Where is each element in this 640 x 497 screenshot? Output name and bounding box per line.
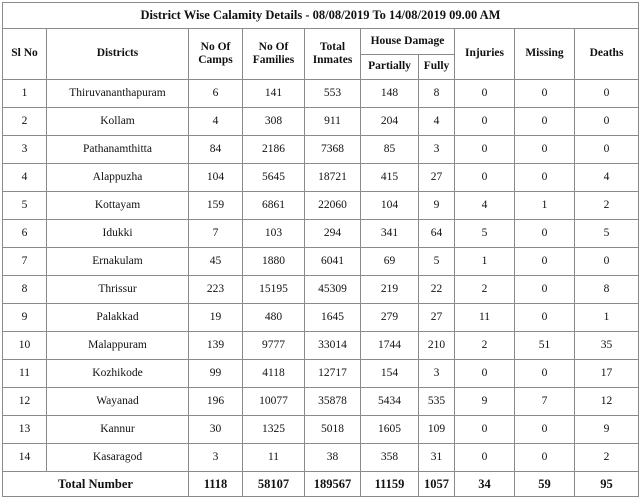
cell-camps: 3 — [189, 444, 243, 472]
cell-inmates: 12717 — [305, 360, 361, 388]
cell-partially: 104 — [361, 192, 419, 220]
cell-inmates: 7368 — [305, 136, 361, 164]
cell-inmates: 6041 — [305, 248, 361, 276]
table-row — [3, 192, 639, 220]
cell-injuries: 2 — [455, 332, 515, 360]
cell-missing: 0 — [515, 164, 575, 192]
total-partially: 11159 — [361, 472, 419, 497]
table-row — [3, 360, 639, 388]
cell-deaths: 0 — [575, 80, 639, 108]
cell-families: 2186 — [243, 136, 305, 164]
cell-fully: 5 — [419, 248, 455, 276]
cell-deaths: 4 — [575, 164, 639, 192]
total-deaths: 95 — [575, 472, 639, 497]
cell-families: 4118 — [243, 360, 305, 388]
cell-district: Malappuram — [47, 332, 189, 360]
cell-missing: 0 — [515, 80, 575, 108]
cell-missing: 0 — [515, 360, 575, 388]
cell-inmates: 5018 — [305, 416, 361, 444]
cell-injuries: 5 — [455, 220, 515, 248]
cell-injuries: 0 — [455, 444, 515, 472]
header-districts: Districts — [47, 29, 189, 80]
cell-camps: 4 — [189, 108, 243, 136]
total-fully: 1057 — [419, 472, 455, 497]
table-title: District Wise Calamity Details - 08/08/2019 To 14/08/2019 09.00 AM — [3, 3, 639, 29]
cell-district: Alappuzha — [47, 164, 189, 192]
cell-inmates: 1645 — [305, 304, 361, 332]
cell-partially: 154 — [361, 360, 419, 388]
cell-injuries: 0 — [455, 136, 515, 164]
cell-inmates: 22060 — [305, 192, 361, 220]
table-row — [3, 388, 639, 416]
cell-camps: 104 — [189, 164, 243, 192]
cell-deaths: 12 — [575, 388, 639, 416]
table-row — [3, 164, 639, 192]
total-row — [3, 472, 639, 497]
header-missing: Missing — [515, 29, 575, 80]
table-row — [3, 276, 639, 304]
cell-missing: 0 — [515, 444, 575, 472]
cell-fully: 535 — [419, 388, 455, 416]
cell-fully: 210 — [419, 332, 455, 360]
cell-families: 9777 — [243, 332, 305, 360]
cell-camps: 196 — [189, 388, 243, 416]
cell-camps: 19 — [189, 304, 243, 332]
total-missing: 59 — [515, 472, 575, 497]
cell-camps: 139 — [189, 332, 243, 360]
table-row — [3, 416, 639, 444]
header-no-of-camps: No Of Camps — [189, 29, 243, 80]
cell-camps: 6 — [189, 80, 243, 108]
cell-sl-no: 8 — [3, 276, 47, 304]
cell-inmates: 911 — [305, 108, 361, 136]
cell-district: Ernakulam — [47, 248, 189, 276]
cell-deaths: 8 — [575, 276, 639, 304]
cell-families: 15195 — [243, 276, 305, 304]
cell-families: 1880 — [243, 248, 305, 276]
cell-district: Kasaragod — [47, 444, 189, 472]
table-body — [3, 80, 639, 472]
cell-injuries: 9 — [455, 388, 515, 416]
cell-partially: 85 — [361, 136, 419, 164]
cell-families: 5645 — [243, 164, 305, 192]
cell-fully: 27 — [419, 164, 455, 192]
cell-deaths: 2 — [575, 444, 639, 472]
cell-camps: 7 — [189, 220, 243, 248]
cell-partially: 5434 — [361, 388, 419, 416]
cell-partially: 341 — [361, 220, 419, 248]
cell-fully: 27 — [419, 304, 455, 332]
cell-missing: 0 — [515, 220, 575, 248]
cell-camps: 45 — [189, 248, 243, 276]
cell-sl-no: 12 — [3, 388, 47, 416]
cell-inmates: 38 — [305, 444, 361, 472]
cell-fully: 9 — [419, 192, 455, 220]
cell-fully: 109 — [419, 416, 455, 444]
cell-inmates: 35878 — [305, 388, 361, 416]
cell-partially: 1605 — [361, 416, 419, 444]
cell-families: 308 — [243, 108, 305, 136]
cell-partially: 219 — [361, 276, 419, 304]
header-partially: Partially — [361, 55, 419, 80]
cell-sl-no: 2 — [3, 108, 47, 136]
cell-fully: 64 — [419, 220, 455, 248]
table-row — [3, 108, 639, 136]
cell-camps: 30 — [189, 416, 243, 444]
cell-missing: 0 — [515, 136, 575, 164]
cell-sl-no: 1 — [3, 80, 47, 108]
calamity-table — [2, 2, 639, 497]
cell-injuries: 0 — [455, 416, 515, 444]
cell-sl-no: 6 — [3, 220, 47, 248]
cell-missing: 0 — [515, 248, 575, 276]
cell-fully: 8 — [419, 80, 455, 108]
table-row — [3, 304, 639, 332]
cell-missing: 0 — [515, 304, 575, 332]
cell-sl-no: 9 — [3, 304, 47, 332]
cell-partially: 415 — [361, 164, 419, 192]
cell-camps: 84 — [189, 136, 243, 164]
table-row — [3, 332, 639, 360]
cell-partially: 1744 — [361, 332, 419, 360]
header-injuries: Injuries — [455, 29, 515, 80]
cell-sl-no: 7 — [3, 248, 47, 276]
cell-sl-no: 11 — [3, 360, 47, 388]
header-house-damage: House Damage — [361, 29, 455, 55]
cell-injuries: 0 — [455, 164, 515, 192]
cell-sl-no: 4 — [3, 164, 47, 192]
cell-deaths: 5 — [575, 220, 639, 248]
cell-families: 103 — [243, 220, 305, 248]
cell-families: 1325 — [243, 416, 305, 444]
table-row — [3, 80, 639, 108]
cell-district: Palakkad — [47, 304, 189, 332]
header-deaths: Deaths — [575, 29, 639, 80]
cell-district: Kollam — [47, 108, 189, 136]
cell-sl-no: 5 — [3, 192, 47, 220]
cell-district: Wayanad — [47, 388, 189, 416]
cell-district: Kannur — [47, 416, 189, 444]
cell-district: Kozhikode — [47, 360, 189, 388]
cell-district: Idukki — [47, 220, 189, 248]
cell-families: 10077 — [243, 388, 305, 416]
table-row — [3, 444, 639, 472]
header-no-of-families: No Of Families — [243, 29, 305, 80]
cell-inmates: 294 — [305, 220, 361, 248]
cell-camps: 99 — [189, 360, 243, 388]
cell-missing: 51 — [515, 332, 575, 360]
cell-fully: 22 — [419, 276, 455, 304]
cell-district: Pathanamthitta — [47, 136, 189, 164]
cell-deaths: 2 — [575, 192, 639, 220]
total-families: 58107 — [243, 472, 305, 497]
cell-camps: 223 — [189, 276, 243, 304]
cell-deaths: 0 — [575, 136, 639, 164]
header-fully: Fully — [419, 55, 455, 80]
cell-sl-no: 13 — [3, 416, 47, 444]
cell-injuries: 11 — [455, 304, 515, 332]
cell-injuries: 0 — [455, 360, 515, 388]
cell-inmates: 45309 — [305, 276, 361, 304]
cell-partially: 148 — [361, 80, 419, 108]
cell-sl-no: 10 — [3, 332, 47, 360]
header-total-inmates: Total Inmates — [305, 29, 361, 80]
cell-deaths: 0 — [575, 108, 639, 136]
table-row — [3, 248, 639, 276]
cell-district: Thrissur — [47, 276, 189, 304]
cell-fully: 31 — [419, 444, 455, 472]
cell-deaths: 35 — [575, 332, 639, 360]
cell-sl-no: 3 — [3, 136, 47, 164]
header-sl-no: Sl No — [3, 29, 47, 80]
cell-injuries: 4 — [455, 192, 515, 220]
cell-inmates: 33014 — [305, 332, 361, 360]
cell-partially: 279 — [361, 304, 419, 332]
total-camps: 1118 — [189, 472, 243, 497]
cell-missing: 0 — [515, 108, 575, 136]
cell-sl-no: 14 — [3, 444, 47, 472]
cell-injuries: 0 — [455, 108, 515, 136]
calamity-report — [2, 2, 638, 491]
cell-injuries: 2 — [455, 276, 515, 304]
cell-fully: 3 — [419, 136, 455, 164]
cell-deaths: 17 — [575, 360, 639, 388]
cell-missing: 0 — [515, 276, 575, 304]
cell-deaths: 1 — [575, 304, 639, 332]
total-injuries: 34 — [455, 472, 515, 497]
cell-families: 480 — [243, 304, 305, 332]
cell-families: 11 — [243, 444, 305, 472]
cell-partially: 358 — [361, 444, 419, 472]
total-label: Total Number — [3, 472, 189, 497]
table-row — [3, 220, 639, 248]
cell-partially: 69 — [361, 248, 419, 276]
cell-district: Kottayam — [47, 192, 189, 220]
cell-families: 6861 — [243, 192, 305, 220]
cell-inmates: 553 — [305, 80, 361, 108]
cell-partially: 204 — [361, 108, 419, 136]
cell-missing: 1 — [515, 192, 575, 220]
cell-injuries: 0 — [455, 80, 515, 108]
cell-inmates: 18721 — [305, 164, 361, 192]
cell-missing: 7 — [515, 388, 575, 416]
cell-deaths: 9 — [575, 416, 639, 444]
table-row — [3, 136, 639, 164]
cell-deaths: 0 — [575, 248, 639, 276]
cell-fully: 4 — [419, 108, 455, 136]
cell-families: 141 — [243, 80, 305, 108]
cell-fully: 3 — [419, 360, 455, 388]
cell-district: Thiruvananthapuram — [47, 80, 189, 108]
cell-missing: 0 — [515, 416, 575, 444]
cell-camps: 159 — [189, 192, 243, 220]
total-inmates: 189567 — [305, 472, 361, 497]
cell-injuries: 1 — [455, 248, 515, 276]
